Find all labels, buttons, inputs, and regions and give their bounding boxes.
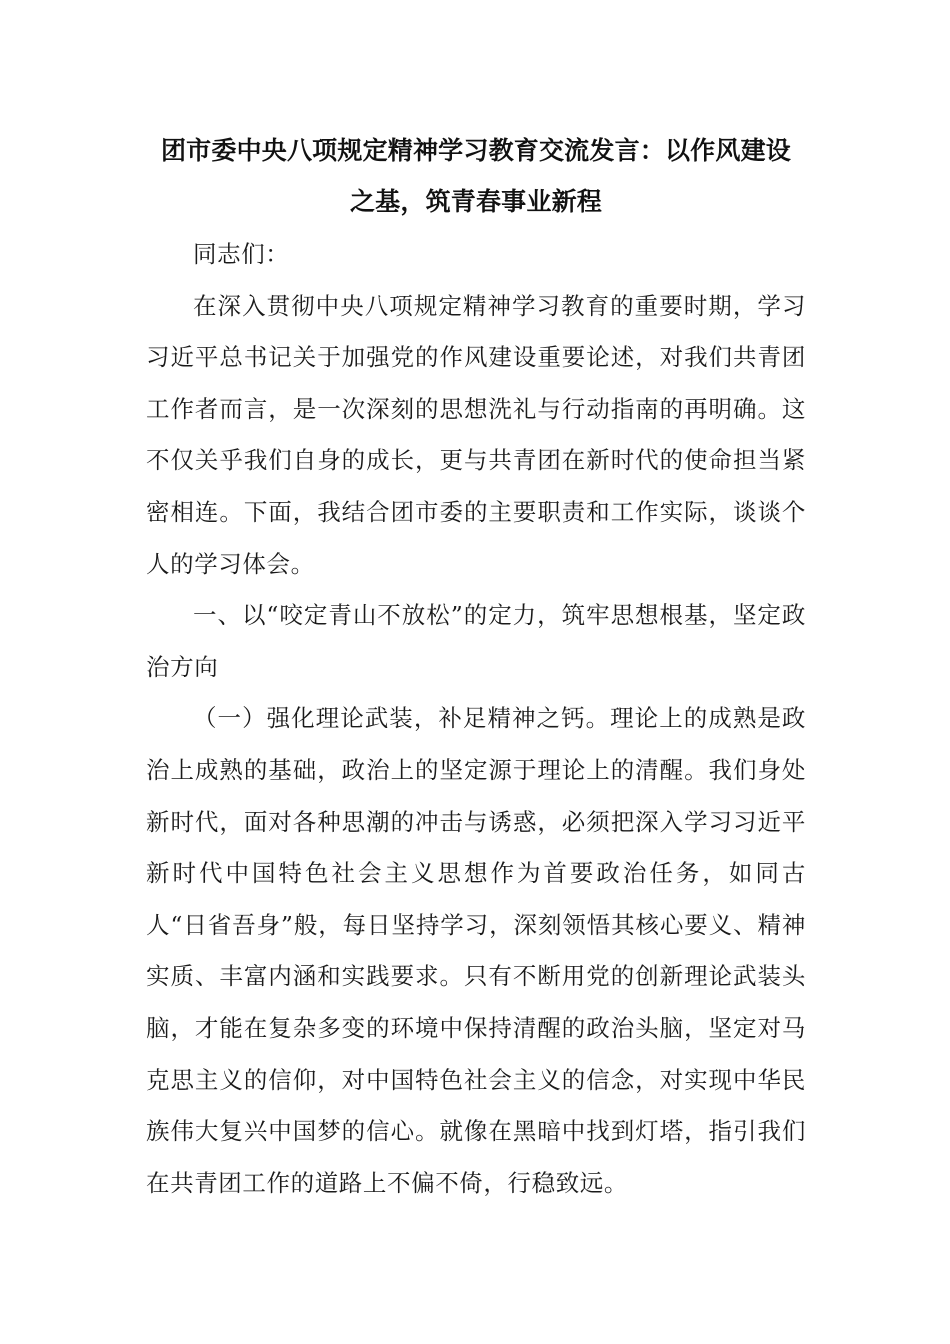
section-heading-1: 一、以“咬定青山不放松”的定力，筑牢思想根基，坚定政治方向 (146, 601, 806, 681)
title-line-2: 之基，筑青春事业新程 (349, 187, 602, 216)
subsection-paragraph-1: （一）强化理论武装，补足精神之钙。理论上的成熟是政治上成熟的基础，政治上的坚定源于理论上的清醒。我们身处新时代，面对各种思潮的冲击与诱惑，必须把深入学习习近平新时代中国特色社会主义思想作为首要政治任务，如同古人“日省吾身”般，每日坚持学习，深刻领悟其核心要义、精神实质、丰富内涵和实践要求。只有不断用党的创新理论武装头脑，才能在复杂多变的环境中保持清醒的政治头脑，坚定对马克思主义的信仰，对中国特色社会主义的信念，对实现中华民族伟大复兴中国梦的信心。就像在黑暗中找到灯塔，指引我们在共青团工作的道路上不偏不倚，行稳致远。 (146, 704, 806, 1197)
title-line-1: 团市委中央八项规定精神学习教育交流发言：以作风建设 (160, 136, 791, 165)
document-page (146, 125, 806, 1209)
greeting: 同志们： (193, 240, 290, 268)
document-title (146, 125, 806, 227)
intro-paragraph: 在深入贯彻中央八项规定精神学习教育的重要时期，学习习近平总书记关于加强党的作风建设重要论述，对我们共青团工作者而言，是一次深刻的思想洗礼与行动指南的再明确。这不仅关乎我们自身的成长，更与共青团在新时代的使命担当紧密相连。下面，我结合团市委的主要职责和工作实际，谈谈个人的学习体会。 (146, 291, 806, 578)
